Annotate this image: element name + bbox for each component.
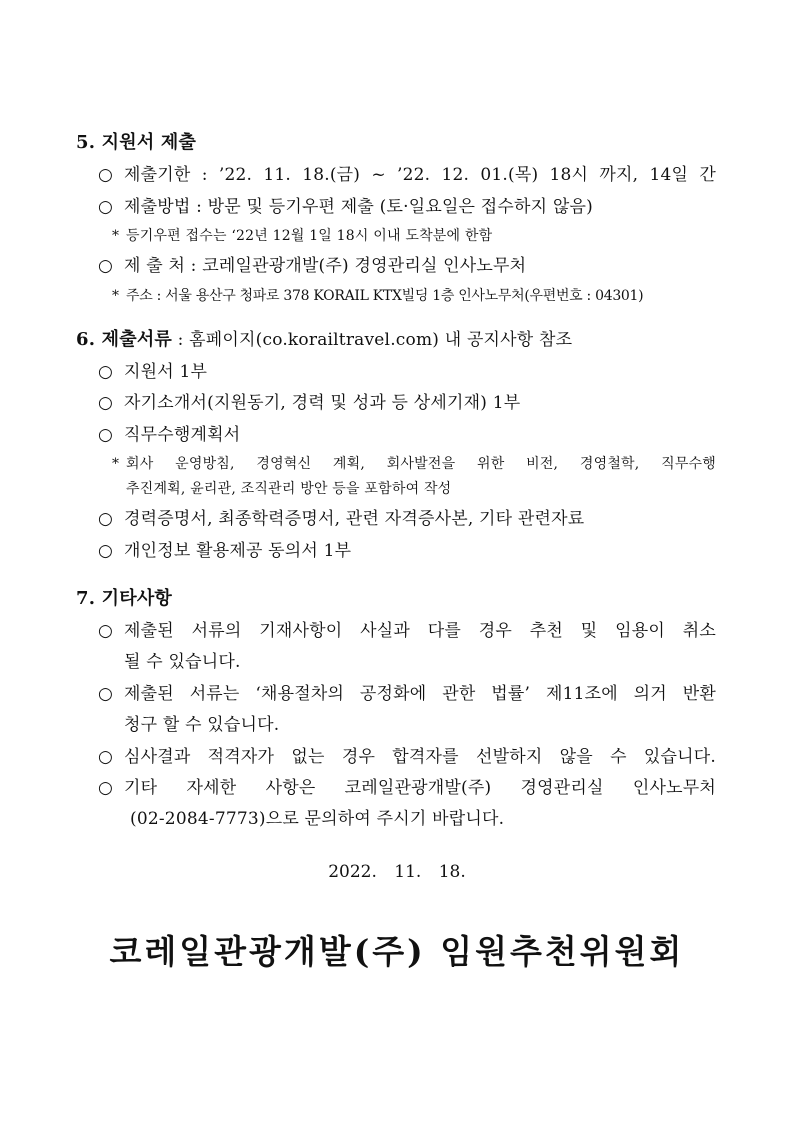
list-item-text: 제출된 서류는 ‘채용절차의 공정화에 관한 법률’ 제11조에 의거 반환 [124, 684, 716, 704]
asterisk-icon: * [112, 288, 119, 304]
list-item-text: 직무수행계획서 [124, 425, 241, 445]
note-address [112, 286, 643, 306]
list-item-text: 제출방법 : 방문 및 등기우편 제출 (토·일요일은 접수하지 않음) [124, 197, 593, 217]
list-item-continuation: 될 수 있습니다. [124, 652, 241, 672]
list-item-deadline [98, 164, 716, 186]
list-item-no-qualified [98, 746, 716, 768]
bullet-icon: ○ [98, 362, 114, 382]
list-item-self-intro [98, 392, 520, 414]
asterisk-icon: * [112, 456, 120, 472]
list-item-text: 경력증명서, 최종학력증명서, 관련 자격증사본, 기타 관련자료 [124, 509, 585, 529]
list-item-text: 심사결과 적격자가 없는 경우 합격자를 선발하지 않을 수 있습니다. [124, 747, 716, 767]
bullet-icon: ○ [98, 747, 114, 767]
list-item-text: 개인정보 활용제공 동의서 1부 [124, 541, 352, 561]
list-item-destination [98, 255, 526, 277]
note-job-plan-line2: 추진계획, 윤리관, 조직관리 방안 등을 포함하여 작성 [126, 481, 452, 497]
bullet-icon: ○ [98, 621, 114, 641]
list-item-job-plan [98, 424, 240, 446]
list-item-text: 자기소개서(지원동기, 경력 및 성과 등 상세기재) 1부 [124, 393, 521, 413]
note-text: 주소 : 서울 용산구 청파로 378 KORAIL KTX빌딩 1층 인사노무처(우편번호 : 04301) [126, 288, 644, 304]
note-text: 회사 운영방침, 경영혁신 계획, 회사발전을 위한 비전, 경영철학, 직무수행 [126, 456, 716, 472]
bullet-icon: ○ [98, 541, 114, 561]
bullet-icon: ○ [98, 778, 114, 798]
bullet-icon: ○ [98, 165, 114, 185]
bullet-icon: ○ [98, 393, 114, 413]
note-job-plan-line1 [112, 454, 716, 474]
section-7-title: 7. 기타사항 [76, 588, 173, 609]
section-6-heading [76, 329, 572, 351]
issue-date: 2022. 11. 18. [328, 862, 466, 882]
bullet-icon: ○ [98, 684, 114, 704]
list-item-text: 제출된 서류의 기재사항이 사실과 다를 경우 추천 및 임용이 취소 [124, 621, 716, 641]
list-item-misrepresentation [98, 620, 716, 642]
list-item-application [98, 361, 207, 383]
list-item-text: 제 출 처 : 코레일관광개발(주) 경영관리실 인사노무처 [124, 256, 527, 276]
bullet-icon: ○ [98, 256, 114, 276]
bullet-icon: ○ [98, 197, 114, 217]
section-6-title-suffix: : 홈페이지(co.korailtravel.com) 내 공지사항 참조 [172, 330, 573, 350]
section-6-title: 6. 제출서류 [76, 329, 173, 350]
list-item-continuation: 청구 할 수 있습니다. [124, 715, 280, 735]
list-item-privacy-consent [98, 540, 351, 562]
list-item-text: 기타 자세한 사항은 코레일관광개발(주) 경영관리실 인사노무처 [124, 778, 716, 798]
asterisk-icon: * [112, 228, 120, 244]
note-text: 등기우편 접수는 ‘22년 12월 1일 18시 이내 도착분에 한함 [126, 228, 493, 244]
list-item-text: 제출기한 : ’22. 11. 18.(금) ~ ’22. 12. 01.(목) 18시 까지, 14일 간 [124, 165, 716, 185]
section-5-title: 5. 지원서 제출 [76, 132, 197, 153]
list-item-text: 지원서 1부 [124, 362, 208, 382]
list-item-method [98, 196, 593, 218]
list-item-document-return [98, 683, 716, 705]
note-registered-mail [112, 226, 492, 246]
bullet-icon: ○ [98, 425, 114, 445]
list-item-continuation: (02-2084-7773)으로 문의하여 주시기 바랍니다. [130, 809, 505, 829]
list-item-contact [98, 777, 716, 799]
organization-name: 코레일관광개발(주) 임원추천위원회 [109, 932, 685, 971]
list-item-certificates [98, 508, 584, 530]
bullet-icon: ○ [98, 509, 114, 529]
